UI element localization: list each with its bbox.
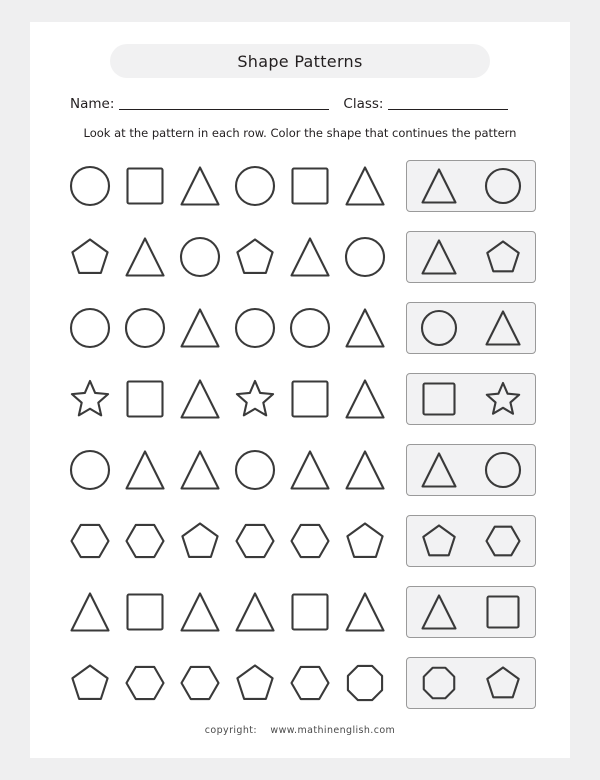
triangle-shape-icon xyxy=(337,164,392,208)
choice-circle-icon[interactable] xyxy=(473,166,533,206)
row-pattern-7 xyxy=(62,590,392,634)
name-label: Name: xyxy=(70,96,115,112)
answer-choices-1 xyxy=(406,160,536,212)
star-shape-icon xyxy=(62,377,117,421)
answer-choices-2 xyxy=(406,231,536,283)
circle-shape-icon xyxy=(62,448,117,492)
triangle-shape-icon xyxy=(172,377,227,421)
triangle-shape-icon xyxy=(337,590,392,634)
pentagon-shape-icon xyxy=(337,519,392,563)
footer-copyright-label: copyright: xyxy=(204,725,257,736)
star-shape-icon xyxy=(227,377,282,421)
hexagon-shape-icon xyxy=(117,661,172,705)
choice-pentagon-icon[interactable] xyxy=(473,237,533,277)
pattern-row xyxy=(30,505,570,576)
choice-triangle-icon[interactable] xyxy=(409,237,469,277)
footer-site-link[interactable]: www.mathinenglish.com xyxy=(270,725,396,736)
choice-square-icon[interactable] xyxy=(409,379,469,419)
pentagon-shape-icon xyxy=(172,519,227,563)
instructions-text: Look at the pattern in each row. Color the shape that continues the pattern xyxy=(83,126,517,140)
circle-shape-icon xyxy=(227,164,282,208)
circle-shape-icon xyxy=(172,235,227,279)
square-shape-icon xyxy=(282,164,337,208)
square-shape-icon xyxy=(117,377,172,421)
choice-star-icon[interactable] xyxy=(473,379,533,419)
hexagon-shape-icon xyxy=(117,519,172,563)
pattern-row xyxy=(30,434,570,505)
triangle-shape-icon xyxy=(172,306,227,350)
triangle-shape-icon xyxy=(117,448,172,492)
hexagon-shape-icon xyxy=(227,519,282,563)
triangle-shape-icon xyxy=(62,590,117,634)
hexagon-shape-icon xyxy=(282,661,337,705)
pattern-row xyxy=(30,647,570,718)
choice-triangle-icon[interactable] xyxy=(409,450,469,490)
row-pattern-5 xyxy=(62,448,392,492)
circle-shape-icon xyxy=(117,306,172,350)
triangle-shape-icon xyxy=(227,590,282,634)
square-shape-icon xyxy=(282,377,337,421)
choice-triangle-icon[interactable] xyxy=(409,592,469,632)
page-title: Shape Patterns xyxy=(237,51,363,71)
octagon-shape-icon xyxy=(337,661,392,705)
hexagon-shape-icon xyxy=(282,519,337,563)
triangle-shape-icon xyxy=(172,448,227,492)
circle-shape-icon xyxy=(227,306,282,350)
pattern-row xyxy=(30,576,570,647)
pattern-rows xyxy=(30,150,570,718)
row-pattern-3 xyxy=(62,306,392,350)
row-pattern-1 xyxy=(62,164,392,208)
choice-pentagon-icon[interactable] xyxy=(473,663,533,703)
pentagon-shape-icon xyxy=(62,661,117,705)
triangle-shape-icon xyxy=(337,448,392,492)
choice-pentagon-icon[interactable] xyxy=(409,521,469,561)
triangle-shape-icon xyxy=(337,377,392,421)
pentagon-shape-icon xyxy=(227,235,282,279)
answer-choices-7 xyxy=(406,586,536,638)
square-shape-icon xyxy=(282,590,337,634)
pentagon-shape-icon xyxy=(62,235,117,279)
hexagon-shape-icon xyxy=(172,661,227,705)
pattern-row xyxy=(30,150,570,221)
circle-shape-icon xyxy=(62,306,117,350)
answer-choices-5 xyxy=(406,444,536,496)
answer-choices-8 xyxy=(406,657,536,709)
class-input-rule[interactable] xyxy=(388,96,508,110)
name-input-rule[interactable] xyxy=(119,96,329,110)
triangle-shape-icon xyxy=(337,306,392,350)
square-shape-icon xyxy=(117,590,172,634)
row-pattern-8 xyxy=(62,661,392,705)
answer-choices-4 xyxy=(406,373,536,425)
answer-choices-3 xyxy=(406,302,536,354)
worksheet-title-pill xyxy=(110,44,490,78)
pentagon-shape-icon xyxy=(227,661,282,705)
pattern-row xyxy=(30,221,570,292)
answer-choices-6 xyxy=(406,515,536,567)
class-label: Class: xyxy=(343,96,384,112)
circle-shape-icon xyxy=(62,164,117,208)
triangle-shape-icon xyxy=(117,235,172,279)
name-class-line xyxy=(70,96,530,112)
triangle-shape-icon xyxy=(282,235,337,279)
hexagon-shape-icon xyxy=(62,519,117,563)
triangle-shape-icon xyxy=(172,164,227,208)
choice-triangle-icon[interactable] xyxy=(473,308,533,348)
pattern-row xyxy=(30,363,570,434)
row-pattern-4 xyxy=(62,377,392,421)
square-shape-icon xyxy=(117,164,172,208)
pattern-row xyxy=(30,292,570,363)
choice-triangle-icon[interactable] xyxy=(409,166,469,206)
row-pattern-2 xyxy=(62,235,392,279)
circle-shape-icon xyxy=(227,448,282,492)
choice-hexagon-icon[interactable] xyxy=(473,521,533,561)
choice-circle-icon[interactable] xyxy=(473,450,533,490)
footer xyxy=(30,725,570,736)
row-pattern-6 xyxy=(62,519,392,563)
choice-square-icon[interactable] xyxy=(473,592,533,632)
circle-shape-icon xyxy=(282,306,337,350)
circle-shape-icon xyxy=(337,235,392,279)
worksheet-sheet xyxy=(30,22,570,758)
choice-circle-icon[interactable] xyxy=(409,308,469,348)
triangle-shape-icon xyxy=(172,590,227,634)
triangle-shape-icon xyxy=(282,448,337,492)
choice-octagon-icon[interactable] xyxy=(409,663,469,703)
